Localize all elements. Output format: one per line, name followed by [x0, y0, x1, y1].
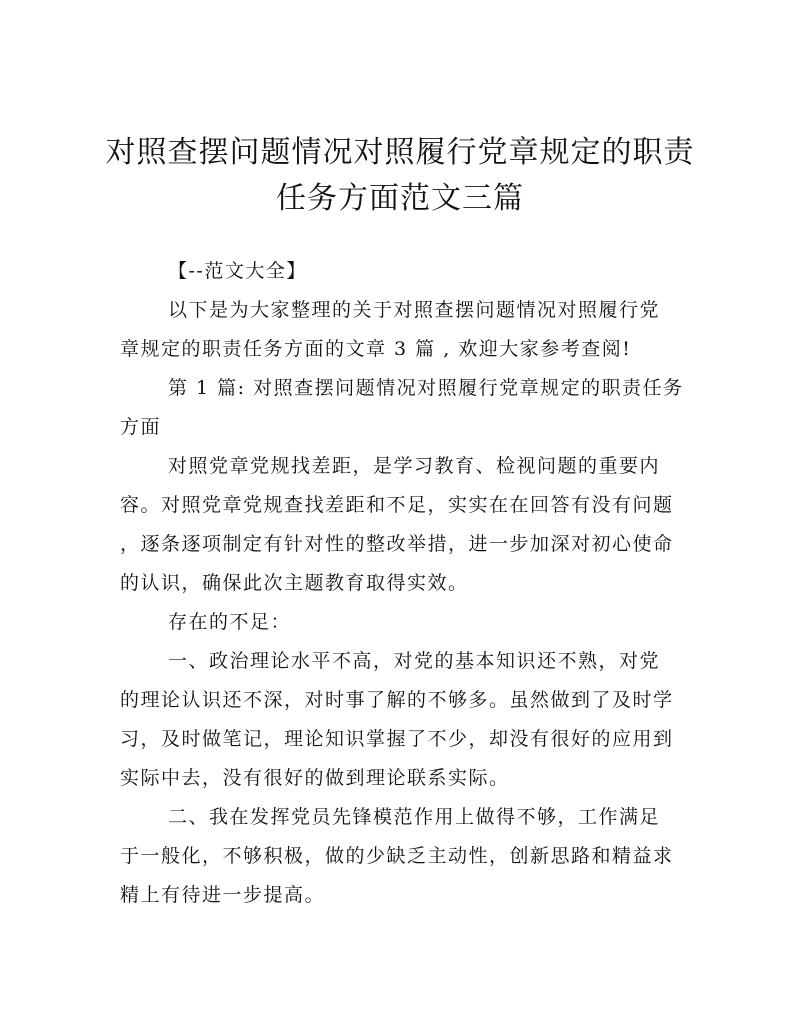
section-heading-line: 方面: [120, 416, 162, 438]
section-heading-line: 第 1 篇: 对照查摆问题情况对照履行党章规定的职责任务: [168, 377, 684, 399]
title-line-2: 任务方面范文三篇: [276, 181, 524, 216]
document-body: [120, 252, 684, 915]
paragraph-line: 一、政治理论水平不高，对党的基本知识还不熟，对党: [168, 650, 661, 672]
paragraph-line: 精上有待进一步提高。: [120, 884, 326, 906]
paragraph-line: 的理论认识还不深，对时事了解的不够多。虽然做到了及时学: [120, 689, 674, 711]
paragraph-line: 习，及时做笔记，理论知识掌握了不少，却没有很好的应用到: [120, 728, 674, 750]
paragraph-line: 存在的不足：: [168, 611, 292, 633]
document-title: [0, 130, 800, 222]
paragraph-line: ，逐条逐项制定有针对性的整改举措，进一步加深对初心使命: [120, 533, 674, 555]
paragraph-line: 于一般化，不够积极，做的少缺乏主动性，创新思路和精益求: [120, 845, 674, 867]
title-line-1: 对照查摆问题情况对照履行党章规定的职责: [105, 135, 695, 170]
paragraph-line: 实际中去，没有很好的做到理论联系实际。: [120, 767, 510, 789]
category-tag: 【--范文大全】: [168, 260, 307, 282]
paragraph-line: 对照党章党规找差距，是学习教育、检视问题的重要内: [168, 455, 661, 477]
paragraph-line: 的认识，确保此次主题教育取得实效。: [120, 572, 469, 594]
paragraph-line: 以下是为大家整理的关于对照查摆问题情况对照履行党: [168, 299, 661, 321]
paragraph-line: 二、我在发挥党员先锋模范作用上做得不够，工作满足: [168, 806, 661, 828]
paragraph-line: 容。对照党章党规查找差距和不足，实实在在回答有没有问题: [120, 494, 674, 516]
paragraph-line: 章规定的职责任务方面的文章 3 篇 , 欢迎大家参考查阅!: [120, 338, 632, 360]
